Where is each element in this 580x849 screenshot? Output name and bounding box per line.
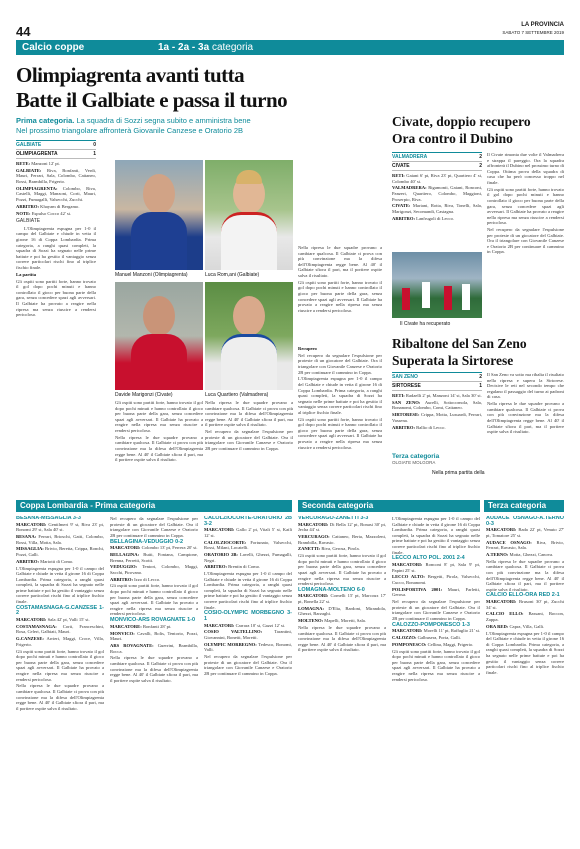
body-col1b: Gli ospiti sono partiti forte, hanno trovato il gol dopo pochi minuti e hanno controllato il gioco per buona parte della gara, senza concedere spazi agli avversari. Il Galbiate ha provato a reagire nella ripresa ma senza riuscire a rendersi pericoloso. [16,278,96,318]
main-text-col4: Nella ripresa le due squadre provano a cambiare qualcosa. Il Galbiate ci prova con più convinzione ma la difesa dell'Olimpiagrenta regge bene. Al 40' il Galbiate sfiora il pari, ma il portiere ospite salva il risultato. Gli ospiti sono partiti forte, hanno trovato il gol dopo pochi minuti e hanno controllato il gioco per buona parte della gara, senza concedere spazi agli avversari. Il Galbiate ha provato a reagire nella ripresa ma senza riuscire a rendersi pericoloso. [298,245,382,313]
section-title: Calcio coppe [22,42,85,53]
result-box-details: RETE: Manzoni 12' pt. GALBIATE: Riva, Bonfanti, Verdi, Mauri, Ferrari, Sala, Colombo, Cattaneo, Rossi, Brambilla, Frigerio. OLIMPIAGRENTA: Colombo, Riva, Castelli, Maggi, Manzoni, Corti, Mauri, Pozzi, Fumagalli, Valsecchi, Zucchi. ARBITRO: Khayam di Bergamo. NOTE: Espulso Cocco 42' st. GALBIATE L'Olimpiagrenta espugna per 1-0 il campo del Galbiate e chiude in vetta il girone 16 di Coppa Lombardia. Prima categoria, a ranghi quasi completi, la squadra di Sozzi ha segnato nelle prime battute e poi ha gestito il vantaggio senza correre particolari rischi fino al triplice fischio finale. La partita Gli ospiti sono partiti forte, hanno trovato il gol dopo pochi minuti e hanno controllato il gioco per buona parte della gara, senza concedere spazi agli avversari. Il Galbiate ha provato a reagire nella ripresa ma senza riuscire a rendersi pericoloso. [16,161,96,318]
photo-romani-caption: Luca Rom,ani (Galbiate) [205,272,260,278]
bottom-col6: AUDACE OSNAGO-A.TERNO 0-3 MARCATORI: Bada 22' pt, Venuto 27' pt, Tomatore 25' st. AUDACE OSNAGO: Riva, Brivio, Ferrari, Ravasio, Sala. A.TERNO: Motta, Ghezzi, Canova. Nella ripresa le due squadre provano a cambiare qualcosa. Il Galbiate ci prova con più convinzione ma la difesa dell'Olimpiagrenta regge bene. Al 40' il Galbiate sfiora il pari, ma il portiere ospite salva il risultato. CALCIO ELLO-ORA RED 2-1 MARCATORI: Brusoni 30' pt, Zucchi 34' st. CALCIO ELLO: Bassani, Boccon, Zappa. ORA RED: Capra, Villa, Galli. L'Olimpiagrenta espugna per 1-0 il campo del Galbiate e chiude in vetta il girone 16 di Coppa Lombardia. Prima categoria, a ranghi quasi completi, la squadra di Sozzi ha segnato nelle prime battute e poi ha gestito il vantaggio senza correre particolari rischi fino al triplice fischio finale. [486,516,564,675]
right2-headline-1: Ribaltone del San Zeno [392,336,527,351]
right2-kicker: Terza categoria [392,453,440,460]
bottom-col2: Nel recupero da segnalare l'espulsione per proteste di un giocatore del Galbiate. Ora il triangolare con Giovanile Canzese e Oratorio 2B per continuare il cammino in Coppa. BELLAGINA-VEDUGGIO 0-2 MARCATORI: Colombo 13' pt, Ferrera 20' st. BELLAGINA: Butti, Fontana, Campione, Brenna, Ferretti, Scotti. VEDUGGIO: Tentori, Colombo, Maggi, Sacchi, Pirovano. ARBITRO: Izzo di Lecco. Gli ospiti sono partiti forte, hanno trovato il gol dopo pochi minuti e hanno controllato il gioco per buona parte della gara, senza concedere spazi agli avversari. Il Galbiate ha provato a reagire nella ripresa ma senza riuscire a rendersi pericoloso. MONVICO-ARS ROVAGNATE 1-0 MARCATORE: Bonfanti 28' pt. MONVICO: Cavalli, Bolis, Tentorio, Pozzi, Mauri. ARS ROVAGNATE: Guerrini, Brambilla, Rocca. Nella ripresa le due squadre provano a cambiare qualcosa. Il Galbiate ci prova con più convinzione ma la difesa dell'Olimpiagrenta regge bene. Al 40' il Galbiate sfiora il pari, ma il portiere ospite salva il risultato. [110,516,198,683]
photo-quartiero [205,282,293,390]
main-summary-line1: La squadra di Sozzi segna subito e amministra bene [76,116,251,125]
main-text-col3: Nella ripresa le due squadre provano a cambiare qualcosa. Il Galbiate ci prova con più convinzione ma la difesa dell'Olimpiagrenta regge bene. Al 40' il Galbiate sfiora il pari, ma il portiere ospite salva il risultato. Nel recupero da segnalare l'espulsione per proteste di un giocatore del Galbiate. Ora il triangolare con Giovanile Canzese e Oratorio 2B per continuare il cammino in Coppa. [205,400,293,451]
newspaper-brand: LA PROVINCIA [521,22,564,28]
photo-romani [205,160,293,270]
result-box [16,140,96,336]
bottom-col4: VERCURAGO-ZANETTI 3-3 MARCATORI: Di Bella 12' pt, Bonasi 30' pt, Jecha 44' st. VERCURAGO: Cattaneo, Berta, Mazzoleni, Brambilla, Ravasio. ZANETTI: Riva, Gerosa, Pirola. Gli ospiti sono partiti forte, hanno trovato il gol dopo pochi minuti e hanno controllato il gioco per buona parte della gara, senza concedere spazi agli avversari. Il Galbiate ha provato a reagire nella ripresa ma senza riuscire a rendersi pericoloso. LOMAGNA-MOLTENO 6-0 MARCATORI: Cornelli 15' pt, Marcoux 17' pt, Bonella 22' st. LOMAGNA: D'Elia, Bardoni, Mirandola, Ghezzi, Barzaghi. MOLTENO: Mapelli, Moretti, Sala. Nella ripresa le due squadre provano a cambiare qualcosa. Il Galbiate ci prova con più convinzione ma la difesa dell'Olimpiagrenta regge bene. Al 40' il Galbiate sfiora il pari, ma il portiere ospite salva il risultato. [298,516,386,653]
right2-headline-2: Superata la Sirtorese [392,353,514,368]
photo-manzoni [115,160,203,270]
bottom-col1: BESANA-MISSAGLIA 3-3 MARCATORI: Gentilmeri 9' st, Riva 23' pt, Bonomi 29' st, Sala 40' st. BESANA: Ferrari, Brioschi, Gatti, Colombo, Rossi, Villa, Motta, Sala. MISSAGLIA: Brivio, Beretta, Crippa, Ronchi, Pozzi, Galli. ARBITRO: Mariotti di Como. L'Olimpiagrenta espugna per 1-0 il campo del Galbiate e chiude in vetta il girone 16 di Coppa Lombardia. Prima categoria, a ranghi quasi completi, la squadra di Sozzi ha segnato nelle prime battute e poi ha gestito il vantaggio senza correre particolari rischi fino al triplice fischio finale. COSTAMASNAGA-G.CANZESE 1-2 MARCATORI: Sala 42' pt, Valli 15' st. COSTAMASNAGA: Corti, Franceschini, Rosa, Celeri, Galbiati, Mauri. G.CANZESE: Arrieri, Maggi, Croce, Villa, Frigerio. Gli ospiti sono partiti forte, hanno trovato il gol dopo pochi minuti e hanno controllato il gioco per buona parte della gara, senza concedere spazi agli avversari. Il Galbiate ha provato a reagire nella ripresa ma senza riuscire a rendersi pericoloso. Nella ripresa le due squadre provano a cambiare qualcosa. Il Galbiate ci prova con più convinzione ma la difesa dell'Olimpiagrenta regge bene. Al 40' il Galbiate sfiora il pari, ma il portiere ospite salva il risultato. [16,516,104,711]
bottom-col3: CALOLZIOCORTE-ORATORIO 2B 3-2 MARCATORI: Gallo 2' pt, Vitali 5' st, Kaili 12' st. CALOLZIOCORTE: Fortunato, Valsecchi, Rossi, Milani, Locatelli. ORATORIO 2B: Lavelli, Ghezzi, Fumagalli, Negri. ARBITRO: Brentin di Como. L'Olimpiagrenta espugna per 1-0 il campo del Galbiate e chiude in vetta il girone 16 di Coppa Lombardia. Prima categoria, a ranghi quasi completi, la squadra di Sozzi ha segnato nelle prime battute e poi ha gestito il vantaggio senza correre particolari rischi fino al triplice fischio finale. COSIO-OLYMPIC MORBEGNO 3-1 MARCATORI: Carrara 10' st, Gazzi 12' st. COSIO VALTELLINO: Tarantini, Giovannini, Bonetti, Moretti. OLYMPIC MORBEGNO: Tedesco, Bonomi, Valli. Nel recupero da segnalare l'espulsione per proteste di un giocatore del Galbiate. Ora il triangolare con Giovanile Canzese e Oratorio 2B per continuare il cammino in Coppa. [204,516,292,676]
right2-body: Il San Zeno va sotto ma ribalta il risultato nella ripresa e supera la Sirtorese. Decisive le reti nel secondo tempo che regalano il passaggio del turno ai padroni di casa. Nella ripresa le due squadre provano a cambiare qualcosa. Il Galbiate ci prova con più convinzione ma la difesa dell'Olimpiagrenta regge bene. Al 40' il Galbiate sfiora il pari, ma il portiere ospite salva il risultato. [487,372,564,435]
right1-headline-2: Ora contro il Dubino [392,131,513,146]
right1-caption: Il Civate ha recuperato [400,321,451,327]
body-col1: L'Olimpiagrenta espugna per 1-0 il campo del Galbiate e chiude in vetta il girone 16 di Coppa Lombardia. Prima categoria, a ranghi quasi completi, la squadra di Sozzi ha segnato nelle prime battute e poi ha gestito il vantaggio senza correre particolari rischi fino al triplice fischio finale. [16,225,96,271]
main-text-col4b: Recupero Nel recupero da segnalare l'espulsione per proteste di un giocatore del Galbiate. Ora il triangolare con Giovanile Canzese e Oratorio 2B per continuare il cammino in Coppa. L'Olimpiagrenta espugna per 1-0 il campo del Galbiate e chiude in vetta il girone 16 di Coppa Lombardia. Prima categoria, a ranghi quasi completi, la squadra di Sozzi ha segnato nelle prime battute e poi ha gestito il vantaggio senza correre particolari rischi fino al triplice fischio finale. Gli ospiti sono partiti forte, hanno trovato il gol dopo pochi minuti e hanno controllato il gioco per buona parte della gara, senza concedere spazi agli avversari. Il Galbiate ha provato a reagire nella ripresa ma senza riuscire a rendersi pericoloso. [298,346,382,450]
section-subtitle [158,42,253,53]
result-row-home: GALBIATE 0 [16,142,96,148]
subhead-partita: La partita [16,271,37,277]
main-text-col2: Gli ospiti sono partiti forte, hanno trovato il gol dopo pochi minuti e hanno controllato il gioco per buona parte della gara, senza concedere spazi agli avversari. Il Galbiate ha provato a reagire nella ripresa ma senza riuscire a rendersi pericoloso. Nella ripresa le due squadre provano a cambiare qualcosa. Il Galbiate ci prova con più convinzione ma la difesa dell'Olimpiagrenta regge bene. Al 40' il Galbiate sfiora il pari, ma il portiere ospite salva il risultato. [115,400,203,463]
subhead-recupero: Recupero [298,346,317,351]
right2-caption: Nella prima partita della [432,470,485,476]
right1-result-box: VALMADRERA 2 CIVATE 2 RETI: Gaiani 6' pt, Riva 23' pt, Quartiero 4' st, Colombo 40' st. VALMADRERA: Rigamonti, Gaiani, Ronconi, Panzeri, Quartiero, Colombo, Maggioni, Proserpio, Riva. CIVATE: Mariani, Rotta, Riva, Tonelli, Sala, Marigonzi, Secomandi, Castagna. ARBITRO: Lanfrugoli di Lecco. [392,152,482,269]
section-subtitle-rest: categoria [211,42,254,53]
main-kicker: Prima categoria. [16,116,75,125]
issue-date: SABATO 7 SETTEMBRE 2019 [502,30,564,35]
bottom-bar-terza: Terza categoria [484,500,564,512]
main-summary [16,116,386,136]
result-row-away: OLIMPIAGRENTA 1 [16,151,96,157]
main-headline-2: Batte il Galbiate e passa il turno [16,88,288,112]
right2-result-box: SAN ZENO 2 SIRTORESE 1 RETI: Radaelli 2' pt, Manzoni 14' st, Sala 30' st. SAN ZENO: Aurelli, Sottocornola, Sala, Bonanomi, Colombo, Comi, Cattaneo. SIRTORESE: Crippa, Motta, Lusuardi, Ferrari, Vassena. ARBITRO: Ballio di Lecco. Terza categoria OLGIATE MOLGORA [392,374,482,465]
photo-manzoni-caption: Manuel Manzoni (Olimpiagrenta) [115,272,188,278]
right1-body: Il Civate rimonta due volte il Valmadrera e strappa il pareggio. Ora la squadra affronterà il Dubino nel prossimo turno di Coppa. Ottima prova della squadra di casa che ha però concesso troppo nel finale. Gli ospiti sono partiti forte, hanno trovato il gol dopo pochi minuti e hanno controllato il gioco per buona parte della gara, senza concedere spazi agli avversari. Il Galbiate ha provato a reagire nella ripresa ma senza riuscire a rendersi pericoloso. Nel recupero da segnalare l'espulsione per proteste di un giocatore del Galbiate. Ora il triangolare con Giovanile Canzese e Oratorio 2B per continuare il cammino in Coppa. [487,152,564,255]
photo-quartiero-caption: Luca Quartiero (Valmadrera) [205,392,269,398]
section-bar [16,40,564,55]
bottom-col5: L'Olimpiagrenta espugna per 1-0 il campo del Galbiate e chiude in vetta il girone 16 di Coppa Lombardia. Prima categoria, a ranghi quasi completi, la squadra di Sozzi ha segnato nelle prime battute e poi ha gestito il vantaggio senza correre particolari rischi fino al triplice fischio finale. LECCO ALTO POL. 2001 2-4 MARCATORI: Ronconi 8' pt, Sala 9' pt, Papini 25' st. LECCO ALTO: Bergetti, Pirola, Valsecchi, Cucco, Bonanomi. POLISPORTIVA 2001: Mauri, Farletti, Gerosa. Nel recupero da segnalare l'espulsione per proteste di un giocatore del Galbiate. Ora il triangolare con Giovanile Canzese e Oratorio 2B per continuare il cammino in Coppa. CALOZZO-POMPONESCO 1-3 MARCATORI: Morelli 11' pt, Raffaglio 21' st. CALOZZO: Galbusera, Porta, Galli. POMPONESCO: Cellina, Maggi, Frigerio. Gli ospiti sono partiti forte, hanno trovato il gol dopo pochi minuti e hanno controllato il gioco per buona parte della gara, senza concedere spazi agli avversari. Il Galbiate ha provato a reagire nella ripresa ma senza riuscire a rendersi pericoloso. [392,516,480,682]
main-summary-line2: Nel prossimo triangolare affronterà Giovanile Canzese e Oratorio 2B [16,126,244,135]
bottom-bar-prima: Coppa Lombardia - Prima categoria [16,500,292,512]
main-headline-1: Olimpiagrenta avanti tutta [16,63,245,87]
section-subtitle-bold: 1a - 2a - 3a [158,42,210,53]
bottom-bar-seconda: Seconda categoria [298,500,480,512]
photo-marigonzi [115,282,203,390]
photo-marigonzi-caption: Davide Marigonzi (Civate) [115,392,173,398]
right1-photo [392,252,482,318]
page-number: 44 [16,24,31,39]
right1-headline-1: Civate, doppio recupero [392,114,531,129]
